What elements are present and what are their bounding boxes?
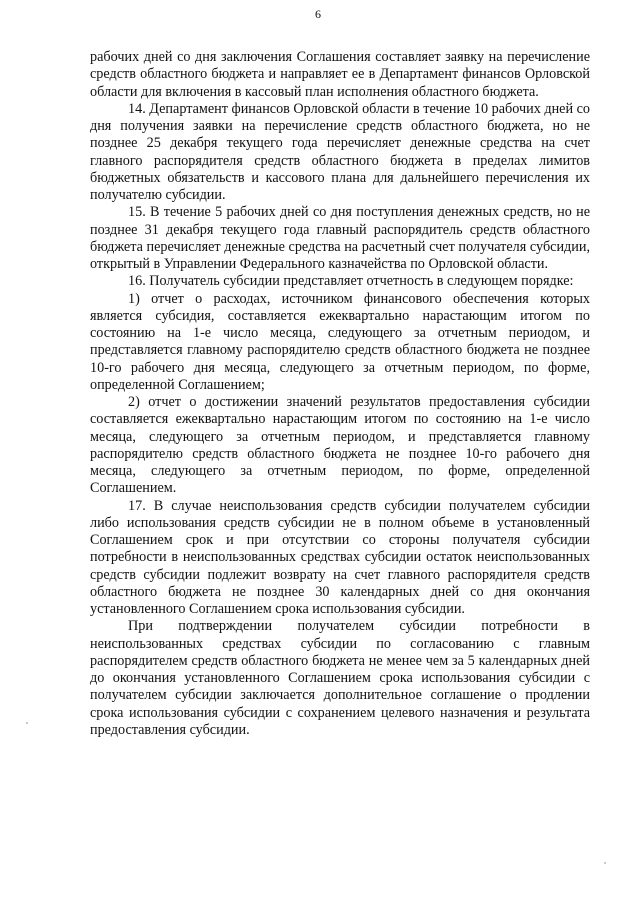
- paragraph-14: 14. Департамент финансов Орловской области в течение 10 рабочих дней со дня получения заявки на перечисление средств областного бюджета, но не позднее 25 декабря текущего года перечисляет денежные средства на счет главного распорядителя средств областного бюджета в пределах лимитов бюджетных обязательств и кассового плана для дальнейшего перечисления их получателю субсидии.: [90, 100, 590, 203]
- document-body: [90, 49, 590, 739]
- scan-speck: [26, 722, 28, 724]
- paragraph-13-continuation: рабочих дней со дня заключения Соглашения составляет заявку на перечисление средств областного бюджета и направляет ее в Департамент финансов Орловской области для включения в кассовый план исполнения областного бюджета.: [90, 49, 590, 100]
- paragraph-16-item-2: 2) отчет о достижении значений результатов предоставления субсидии составляется ежеквартально нарастающим итогом по состоянию на 1-е число месяца, следующего за отчетным периодом, и представляется главному распорядителю средств областного бюджета не позднее 10-го рабочего дня месяца, следующего за отчетным периодом, по форме, определенной Соглашением.: [90, 394, 590, 497]
- paragraph-17: 17. В случае неиспользования средств субсидии получателем субсидии либо использования средств субсидии не в полном объеме в установленный Соглашением срок и при отсутствии со стороны получателя субсидии потребности в неиспользованных средствах субсидии остаток неиспользованных средств субсидии подлежит возврату на счет главного распорядителя средств областного бюджета не позднее 30 календарных дней со дня окончания установленного Соглашением срока использования субсидии.: [90, 497, 590, 617]
- paragraph-16-item-1: 1) отчет о расходах, источником финансового обеспечения которых является субсидия, составляется ежеквартально нарастающим итогом по состоянию на 1-е число месяца, следующего за отчетным периодом, и представляется главному распорядителю средств областного бюджета не позднее 10-го рабочего дня месяца, следующего за отчетным периодом, по форме, определенной Соглашением;: [90, 290, 590, 393]
- scan-speck: [604, 862, 606, 864]
- paragraph-16: 16. Получатель субсидии представляет отчетность в следующем порядке:: [128, 273, 574, 290]
- paragraph-17-extension: При подтверждении получателем субсидии потребности в неиспользованных средствах субсидии по согласованию с главным распорядителем средств областного бюджета не менее чем за 5 календарных дней до окончания установленного Соглашением срока использования субсидии с получателем субсидии заключается дополнительное соглашение о продлении срока использования субсидии с сохранением целевого назначения и результата предоставления субсидии.: [90, 618, 590, 738]
- paragraph-15: 15. В течение 5 рабочих дней со дня поступления денежных средств, но не позднее 31 декабря текущего года главный распорядитель средств областного бюджета перечисляет денежные средства на расчетный счет получателя субсидии, открытый в Управлении Федерального казначейства по Орловской области.: [90, 204, 590, 272]
- page-number: 6: [315, 7, 321, 21]
